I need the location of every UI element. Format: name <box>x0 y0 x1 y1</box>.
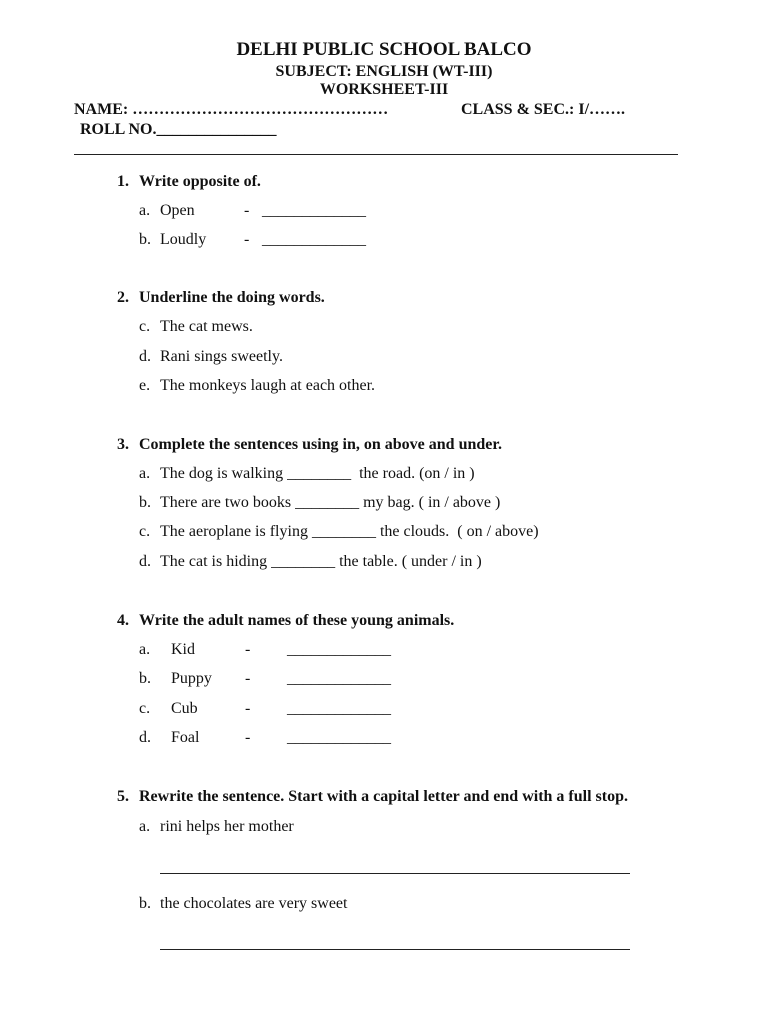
question-2-title: 2. Underline the doing words. <box>117 289 325 306</box>
header-divider <box>74 154 678 155</box>
question-4-item-d: d. Foal - _____________ <box>139 729 391 746</box>
class-section-field: CLASS & SEC.: I/……. <box>461 101 626 118</box>
name-field: NAME: ………………………………………… <box>74 101 389 118</box>
subject-line: SUBJECT: ENGLISH (WT-III) <box>275 63 493 80</box>
question-3-item-d: d. The cat is hiding ________ the table. ( under / in ) <box>139 553 482 570</box>
question-4-item-c: c. Cub - _____________ <box>139 700 391 717</box>
question-1-title: 1. Write opposite of. <box>117 173 261 190</box>
question-4-item-b: b. Puppy - _____________ <box>139 670 391 687</box>
question-5-title: 5. Rewrite the sentence. Start with a capital letter and end with a full stop. <box>117 788 628 805</box>
question-4-item-a: a. Kid - _____________ <box>139 641 391 658</box>
question-3-item-a: a. The dog is walking ________ the road. (on / in ) <box>139 465 475 482</box>
question-2-item-c: c. The cat mews. <box>139 318 253 335</box>
answer-line-a[interactable] <box>160 873 630 874</box>
question-5-item-a: a. rini helps her mother <box>139 818 294 835</box>
question-3-title: 3. Complete the sentences using in, on above and under. <box>117 436 503 453</box>
question-1-item-b: b. Loudly - _____________ <box>139 231 366 248</box>
answer-line-b[interactable] <box>160 949 630 950</box>
roll-number-field: ROLL NO._______________ <box>80 121 277 138</box>
question-4-title: 4. Write the adult names of these young animals. <box>117 612 455 629</box>
worksheet-title: WORKSHEET-III <box>319 81 449 98</box>
question-1-item-a: a. Open - _____________ <box>139 202 366 219</box>
question-5-item-b: b. the chocolates are very sweet <box>139 895 348 912</box>
school-name: DELHI PUBLIC SCHOOL BALCO <box>236 39 532 60</box>
question-2-item-d: d. Rani sings sweetly. <box>139 348 283 365</box>
question-2-item-e: e. The monkeys laugh at each other. <box>139 377 376 394</box>
question-3-item-b: b. There are two books ________ my bag. ( in / above ) <box>139 494 501 511</box>
question-3-item-c: c. The aeroplane is flying ________ the clouds. ( on / above) <box>139 523 539 540</box>
